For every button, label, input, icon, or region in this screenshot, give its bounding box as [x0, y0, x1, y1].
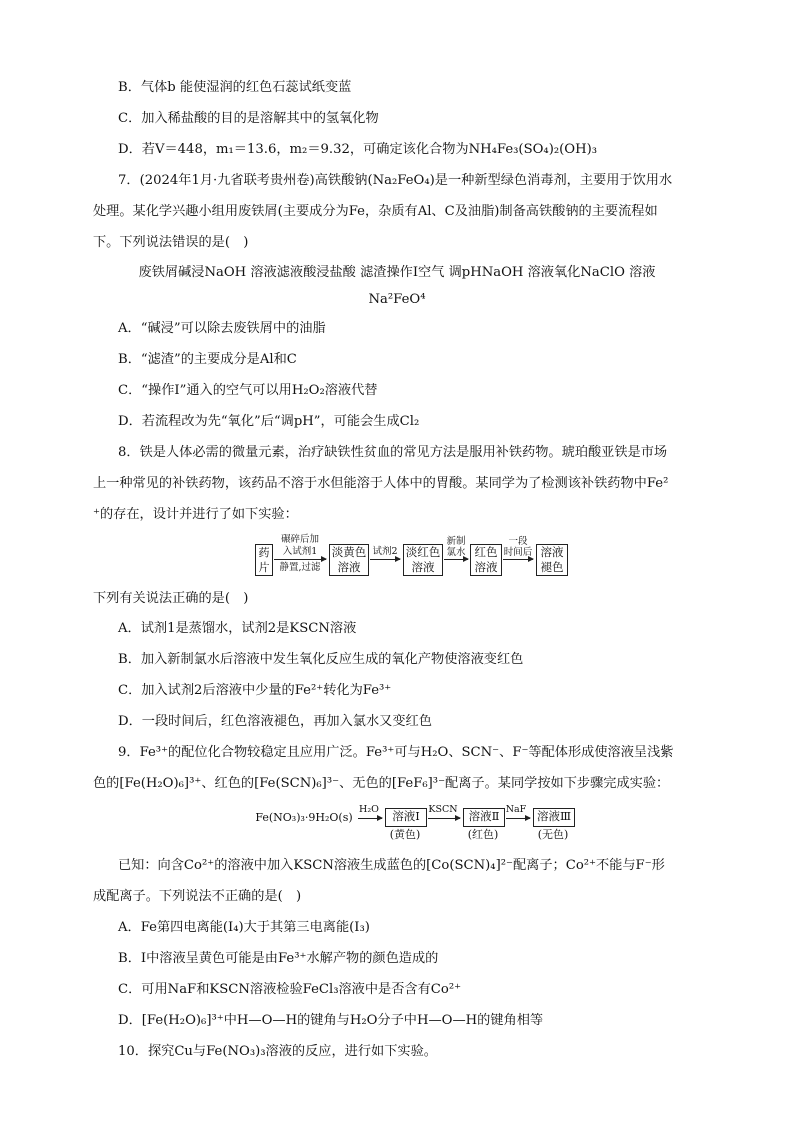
- q8-prompt: 下列有关说法正确的是( ): [93, 591, 249, 606]
- q9-arrow2: [428, 818, 460, 819]
- q8-arrow2-label: 试剂2: [372, 546, 398, 557]
- q8-option-c: C．加入试剂2后溶液中少量的Fe²⁺转化为Fe³⁺: [118, 683, 392, 698]
- q9-known-line2: 成配离子。下列说法不正确的是( ): [93, 889, 302, 904]
- q10-stem-line1: 10．探究Cu与Fe(NO₃)₃溶液的反应，进行如下实验。: [118, 1044, 437, 1059]
- q9-arrow1: [358, 818, 382, 819]
- q8-arrow1-label-top: 碾碎后加: [280, 534, 319, 545]
- q6-option-b: B．气体b 能使湿润的红色石蕊试纸变蓝: [118, 80, 352, 95]
- q9-option-d: D．[Fe(H₂O)₆]³⁺中H—O—H的键角与H₂O分子中H—O—H的键角相等: [118, 1013, 544, 1028]
- q7-option-d: D．若流程改为先“氧化”后“调pH”，可能会生成Cl₂: [118, 414, 420, 429]
- q9-box-solution-2: 溶液Ⅱ: [463, 808, 505, 827]
- q9-stem-line1: 9．Fe³⁺的配位化合物较稳定且应用广泛。Fe³⁺可与H₂O、SCN⁻、F⁻等配体形成使溶液呈浅紫: [118, 745, 674, 760]
- q9-arrow3-label: NaF: [505, 804, 527, 815]
- q9-box-solution-3: 溶液Ⅲ: [533, 808, 575, 827]
- q7-stem-line3: 下。下列说法错误的是( ): [93, 235, 249, 250]
- q8-arrow3-label-bottom: 氯水: [446, 547, 466, 558]
- q8-arrow1-label-mid: 入试剂1: [282, 546, 318, 557]
- q7-option-a: A．“碱浸”可以除去废铁屑中的油脂: [118, 321, 326, 336]
- q8-arrow4-label-top: 一段: [508, 536, 528, 547]
- q8-option-d: D．一段时间后，红色溶液褪色，再加入氯水又变红色: [118, 714, 432, 729]
- q7-flow-line2: Na²FeO⁴: [368, 292, 426, 307]
- q9-arrow2-label: KSCN: [428, 804, 458, 815]
- q8-box-faded: 溶液褪色: [536, 544, 568, 576]
- q7-stem-line2: 处理。某化学兴趣小组用废铁屑(主要成分为Fe，杂质有Al、C及油脂)制备高铁酸钠的主要流程如: [93, 204, 658, 219]
- q8-arrow1-label-bottom: 静置,过滤: [279, 562, 321, 573]
- q9-option-b: B．Ⅰ中溶液呈黄色可能是由Fe³⁺水解产物的颜色造成的: [118, 951, 439, 966]
- q9-arrow1-label: H₂O: [359, 804, 379, 815]
- q8-box-red: 红色溶液: [470, 544, 502, 576]
- q9-option-a: A．Fe第四电离能(I₄)大于其第三电离能(I₃): [118, 920, 370, 935]
- q8-box-pale-yellow: 淡黄色溶液: [329, 544, 369, 576]
- q6-option-d: D．若V＝448，m₁＝13.6，m₂＝9.32，可确定该化合物为NH₄Fe₃(SO₄)₂(OH)₃: [118, 142, 598, 157]
- q8-arrow4-label-bottom: 时间后: [503, 547, 533, 558]
- q8-arrow2: [370, 559, 400, 560]
- q9-solution-1-color: (黄色): [389, 828, 421, 841]
- q9-option-c: C．可用NaF和KSCN溶液检验FeCl₃溶液中是否含有Co²⁺: [118, 982, 462, 997]
- q8-stem-line3: ⁺的存在，设计并进行了如下实验：: [93, 507, 298, 522]
- q9-stem-line2: 色的[Fe(H₂O)₆]³⁺、红色的[Fe(SCN)₆]³⁻、无色的[FeF₆]³⁻配离子。某同学按如下步骤完成实验：: [93, 776, 670, 791]
- q9-box-solution-1: 溶液Ⅰ: [385, 808, 427, 827]
- q8-arrow1: [274, 559, 326, 560]
- q8-arrow3-label-top: 新制: [446, 536, 466, 547]
- q8-option-b: B．加入新制氯水后溶液中发生氧化反应生成的氧化产物使溶液变红色: [118, 652, 524, 667]
- q9-start-compound: Fe(NO₃)₃·9H₂O(s): [255, 811, 353, 824]
- q9-arrow3: [506, 818, 530, 819]
- q9-solution-3-color: (无色): [537, 828, 569, 841]
- q8-option-a: A．试剂1是蒸馏水，试剂2是KSCN溶液: [118, 621, 357, 636]
- q8-arrow3: [444, 559, 468, 560]
- q8-stem-line2: 上一种常见的补铁药物，该药品不溶于水但能溶于人体中的胃酸。某同学为了检测该补铁药物中Fe²: [93, 476, 669, 491]
- q7-stem-line1: 7．(2024年1月·九省联考贵州卷)高铁酸钠(Na₂FeO₄)是一种新型绿色消毒剂，主要用于饮用水: [118, 173, 673, 188]
- q8-arrow4: [503, 559, 533, 560]
- q7-option-b: B．“滤渣”的主要成分是Al和C: [118, 352, 297, 367]
- q6-option-c: C．加入稀盐酸的目的是溶解其中的氢氧化物: [118, 111, 379, 126]
- q9-known-line1: 已知：向含Co²⁺的溶液中加入KSCN溶液生成蓝色的[Co(SCN)₄]²⁻配离子；Co²⁺不能与F⁻形: [118, 858, 665, 873]
- q7-option-c: C．“操作Ⅰ”通入的空气可以用H₂O₂溶液代替: [118, 383, 378, 398]
- q8-stem-line1: 8．铁是人体必需的微量元素，治疗缺铁性贫血的常见方法是服用补铁药物。琥珀酸亚铁是市场: [118, 445, 668, 460]
- q8-box-pale-red: 淡红色溶液: [403, 544, 443, 576]
- q8-box-tablet: 药片: [255, 544, 273, 576]
- q7-flow-line1: 废铁屑碱浸NaOH 溶液滤液酸浸盐酸 滤渣操作Ⅰ空气 调pHNaOH 溶液氧化NaClO 溶液: [138, 265, 656, 280]
- q9-solution-2-color: (红色): [467, 828, 499, 841]
